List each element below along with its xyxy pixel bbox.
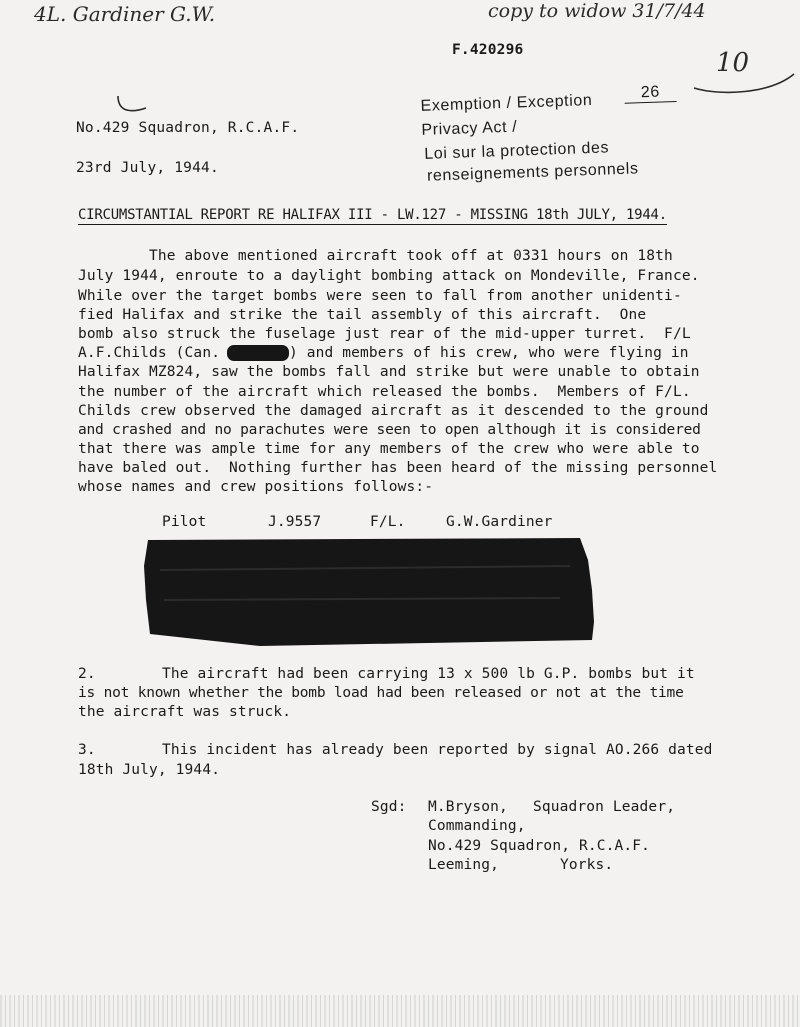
crew-service-number: J.9557	[268, 514, 322, 530]
redaction-service-number	[227, 345, 289, 361]
para1-line: Childs crew observed the damaged aircraft as it descended to the ground	[78, 403, 709, 419]
para3-line: 18th July, 1944.	[78, 762, 221, 778]
para1-line: ) and members of his crew, who were flying in	[289, 345, 689, 361]
signature-county: Yorks.	[560, 857, 614, 873]
para1-line: bomb also struck the fuselage just rear of the mid-upper turret. F/L	[78, 326, 691, 342]
signature-location: Leeming,	[428, 857, 500, 873]
crew-name: G.W.Gardiner	[446, 514, 553, 530]
handwritten-copy-note: copy to widow 31/7/44	[488, 0, 706, 22]
stamp-loi-line: Loi sur la protection des	[424, 139, 610, 163]
para2-line: the aircraft was struck.	[78, 704, 292, 720]
handwritten-swoosh-mark	[690, 66, 800, 96]
redaction-crew-block	[140, 530, 600, 652]
scan-noise-band	[0, 995, 800, 1027]
signature-squadron: No.429 Squadron, R.C.A.F.	[428, 838, 650, 854]
para1-line: fied Halifax and strike the tail assembly of this aircraft. One	[78, 307, 647, 323]
crew-position: Pilot	[162, 514, 207, 530]
para1-line: whose names and crew positions follows:-	[78, 479, 434, 495]
crew-rank: F/L.	[370, 514, 406, 530]
privacy-stamp	[418, 78, 701, 188]
para1-line: have baled out. Nothing further has been heard of the missing personnel	[78, 460, 718, 476]
report-title: CIRCUMSTANTIAL REPORT RE HALIFAX III - LW.127 - MISSING 18th JULY, 1944.	[78, 207, 667, 223]
signature-rank: Squadron Leader,	[533, 799, 676, 815]
para3-number: 3.	[78, 742, 96, 758]
para1-line: A.F.Childs (Can.	[78, 345, 221, 361]
handwritten-page-number: 10	[716, 48, 750, 78]
para1-line: the number of the aircraft which released the bombs. Members of F/L.	[78, 384, 691, 400]
stamp-privacy-act: Privacy Act /	[421, 118, 518, 139]
para2-number: 2.	[78, 666, 96, 682]
signature-sgd-label: Sgd:	[371, 799, 407, 815]
stamp-exemption-code: 26	[624, 83, 677, 104]
para1-line: The above mentioned aircraft took off at 0331 hours on 18th	[78, 248, 673, 264]
report-date: 23rd July, 1944.	[76, 160, 219, 176]
handwritten-name-note: 4L. Gardiner G.W.	[34, 2, 216, 26]
para1-line: July 1944, enroute to a daylight bombing attack on Mondeville, France.	[78, 268, 700, 284]
squadron-heading: No.429 Squadron, R.C.A.F.	[76, 120, 300, 136]
stamp-renseignements-line: renseignements personnels	[426, 160, 639, 185]
para2-line: The aircraft had been carrying 13 x 500 lb G.P. bombs but it	[162, 666, 695, 682]
stamp-exemption-label: Exemption / Exception	[420, 91, 593, 115]
handwritten-check-mark	[114, 94, 150, 118]
para1-line: and crashed and no parachutes were seen to open although it is considered	[78, 422, 701, 438]
signature-commanding: Commanding,	[428, 818, 526, 834]
signature-name: M.Bryson,	[428, 799, 508, 815]
para1-line: Halifax MZ824, saw the bombs fall and strike but were unable to obtain	[78, 364, 700, 380]
para3-line: This incident has already been reported by signal AO.266 dated	[162, 742, 713, 758]
para2-line: is not known whether the bomb load had been released or not at the time	[78, 685, 684, 701]
file-reference: F.420296	[452, 42, 524, 58]
para1-line: that there was ample time for any members of the crew who were able to	[78, 441, 700, 457]
para1-line: While over the target bombs were seen to fall from another unidenti-	[78, 288, 682, 304]
